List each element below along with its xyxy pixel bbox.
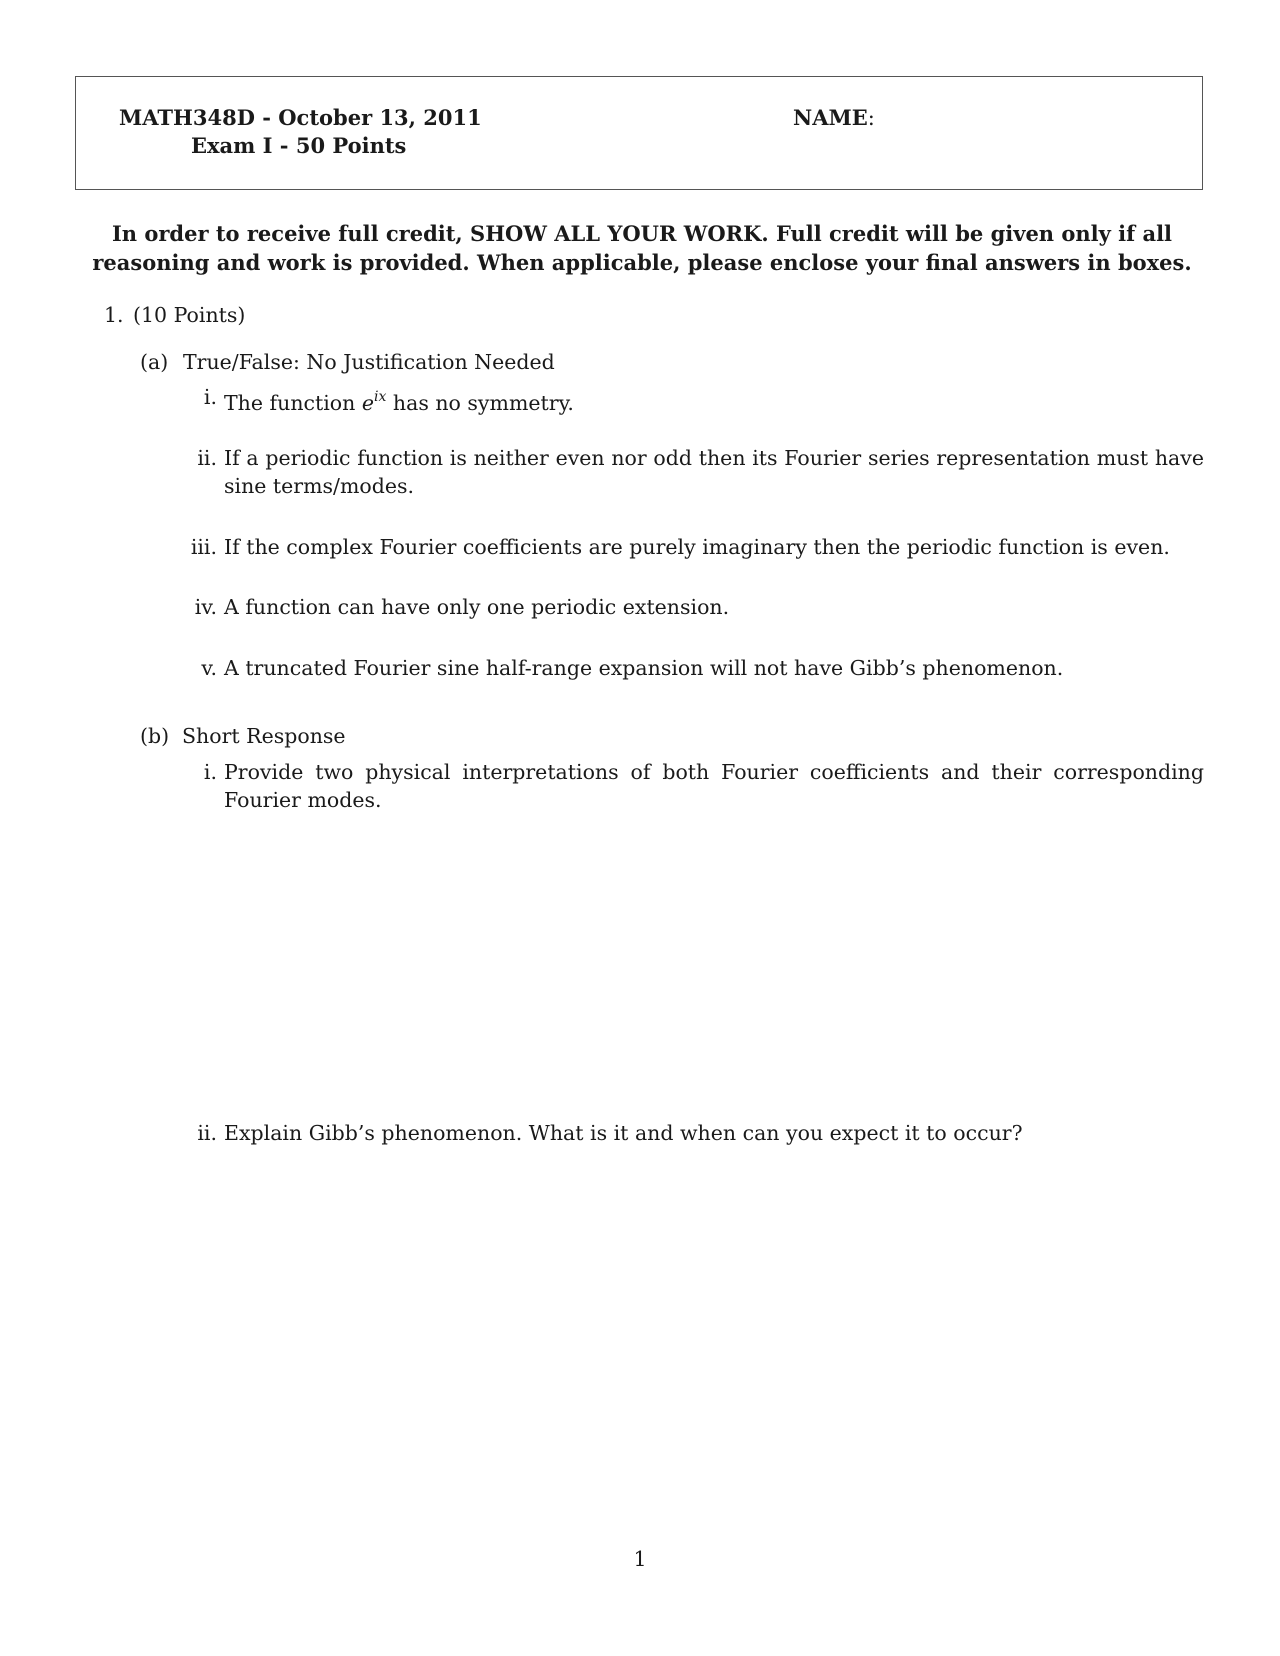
part-b-label: (b) — [140, 724, 170, 748]
item-numeral: iii. — [190, 535, 217, 559]
question-number: 1. — [104, 303, 124, 327]
short-response-item: Provide two physical interpretations of both Fourier coefficients and their corresponding Fourier modes. — [224, 760, 1204, 812]
true-false-item — [224, 383, 1204, 417]
item-numeral: iv. — [194, 595, 217, 619]
true-false-item: If a periodic function is neither even nor odd then its Fourier series representation must have sine terms/modes. — [224, 446, 1204, 498]
header-box — [75, 76, 1203, 190]
item-numeral: i. — [203, 760, 217, 784]
name-colon: : — [867, 106, 875, 130]
course-title: MATH348D - October 13, 2011 — [119, 105, 482, 130]
true-false-item: If the complex Fourier coefficients are purely imaginary then the periodic function is even. — [224, 535, 1170, 559]
part-a-label: (a) — [140, 350, 169, 374]
item-numeral: ii. — [197, 446, 217, 470]
true-false-item: A truncated Fourier sine half-range expansion will not have Gibb’s phenomenon. — [224, 656, 1064, 680]
part-a-title: True/False: No Justification Needed — [183, 350, 555, 374]
exam-title: Exam I - 50 Points — [191, 133, 407, 158]
item-text-after: has no symmetry. — [386, 391, 574, 415]
question-points: (10 Points) — [133, 303, 246, 327]
item-numeral: ii. — [197, 1121, 217, 1145]
part-b-title: Short Response — [182, 724, 346, 748]
item-numeral: i. — [203, 385, 217, 409]
true-false-item: A function can have only one periodic extension. — [224, 595, 730, 619]
name-field-label — [793, 105, 875, 130]
instructions: In order to receive full credit, SHOW ALL YOUR WORK. Full credit will be given only if all reasoning and work is provided. When applicable, please enclose your final answers in boxes. — [92, 221, 1192, 275]
name-label: NAME — [793, 105, 868, 130]
math-base: e — [361, 391, 374, 415]
item-text-before: The function — [224, 391, 362, 415]
item-numeral: v. — [201, 656, 217, 680]
short-response-item: Explain Gibb’s phenomenon. What is it and when can you expect it to occur? — [224, 1121, 1023, 1145]
page-number: 1 — [633, 1547, 647, 1571]
math-exponent: ix — [374, 389, 387, 405]
